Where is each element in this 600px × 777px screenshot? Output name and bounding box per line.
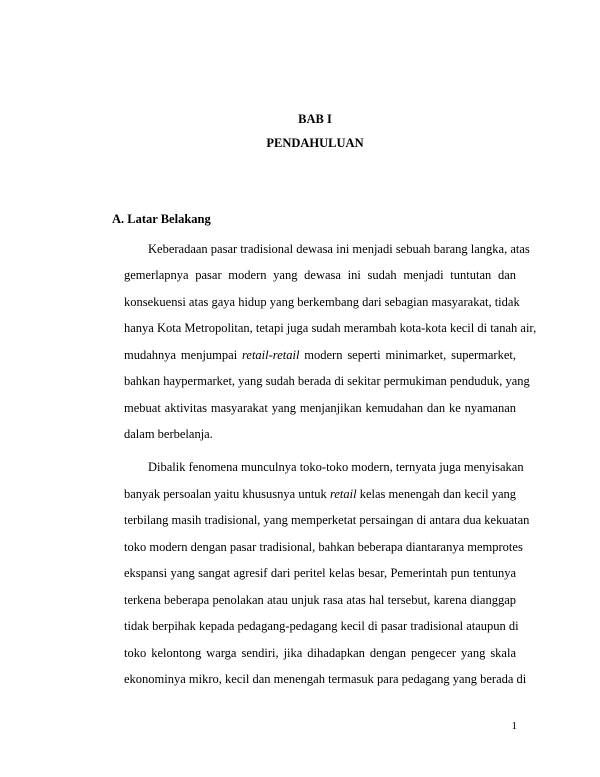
chapter-number: BAB I bbox=[298, 112, 332, 126]
paragraph-line: ekonominya mikro, kecil dan menengah termasuk para pedagang yang berada di bbox=[124, 672, 527, 686]
paragraph-line: terkena beberapa penolakan atau unjuk rasa atas hal tersebut, karena dianggap bbox=[124, 593, 516, 607]
paragraph-line: mebuat aktivitas masyarakat yang menjanjikan kemudahan dan ke nyamanan bbox=[124, 401, 516, 415]
text-run: modern seperti minimarket, supermarket, bbox=[299, 348, 516, 362]
chapter-title: PENDAHULUAN bbox=[266, 136, 364, 150]
text-run: banyak persoalan yaitu khususnya untuk bbox=[124, 487, 330, 501]
paragraph-line: toko kelontong warga sendiri, jika dihadapkan dengan pengecer yang skala bbox=[124, 646, 516, 660]
paragraph-line bbox=[124, 347, 516, 363]
text-run: mudahnya menjumpai bbox=[124, 348, 243, 362]
paragraph-line: gemerlapnya pasar modern yang dewasa ini sudah menjadi tuntutan dan bbox=[124, 268, 516, 282]
paragraph-line: dalam berbelanja. bbox=[124, 427, 213, 441]
paragraph-line: bahkan haypermarket, yang sudah berada di sekitar permukiman penduduk, yang bbox=[124, 374, 530, 388]
paragraph-line: tidak berpihak kepada pedagang-pedagang kecil di pasar tradisional ataupun di bbox=[124, 619, 519, 633]
paragraph-line: terbilang masih tradisional, yang memperketat persaingan di antara dua kekuatan bbox=[124, 513, 530, 527]
paragraph-line: toko modern dengan pasar tradisional, bahkan beberapa diantaranya memprotes bbox=[124, 540, 523, 554]
section-heading: A. Latar Belakang bbox=[112, 212, 211, 226]
text-run: kelas menengah dan kecil yang bbox=[356, 487, 516, 501]
italic-term: retail-retail bbox=[242, 348, 300, 362]
paragraph-line: Keberadaan pasar tradisional dewasa ini menjadi sebuah barang langka, atas bbox=[148, 242, 530, 256]
page-number: 1 bbox=[511, 720, 517, 732]
paragraph-line bbox=[124, 486, 516, 502]
paragraph-line: hanya Kota Metropolitan, tetapi juga sudah merambah kota-kota kecil di tanah air, bbox=[124, 321, 537, 335]
paragraph-line: ekspansi yang sangat agresif dari peritel kelas besar, Pemerintah pun tentunya bbox=[124, 566, 516, 580]
italic-term: retail bbox=[329, 487, 357, 501]
paragraph-line: Dibalik fenomena munculnya toko-toko modern, ternyata juga menyisakan bbox=[148, 460, 524, 474]
paragraph-line: konsekuensi atas gaya hidup yang berkembang dari sebagian masyarakat, tidak bbox=[124, 295, 520, 309]
